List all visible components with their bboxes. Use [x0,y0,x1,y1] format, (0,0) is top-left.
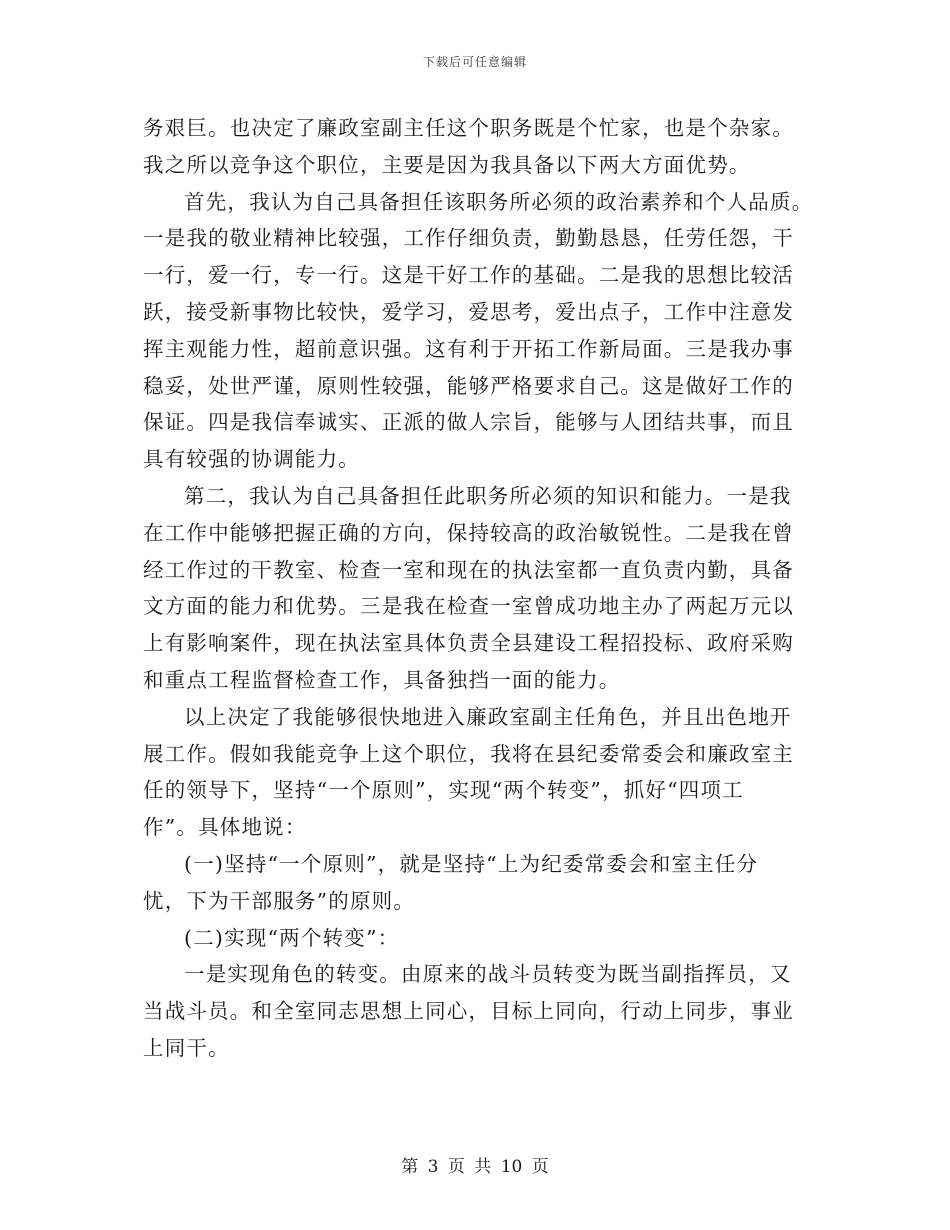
text-line: 忧，下为干部服务”的原则。 [143,888,416,913]
text-line: 文方面的能力和优势。三是我在检查一室曾成功地主办了两起万元以 [143,594,794,619]
text-line: 在工作中能够把握正确的方向，保持较高的政治敏锐性。二是我在曾 [143,520,794,545]
text-line: 具有较强的协调能力。 [143,447,360,472]
text-line: 务艰巨。也决定了廉政室副主任这个职务既是个忙家，也是个杂家。 [143,116,794,140]
text-line: 稳妥，处世严谨，原则性较强，能够严格要求自己。这是做好工作的 [143,373,794,398]
paragraph-start-line: 以上决定了我能够很快地进入廉政室副主任角色，并且出色地开 [184,704,792,729]
document-body [143,110,813,1067]
text-line: 展工作。假如我能竞争上这个职位，我将在县纪委常委会和廉政室主 [143,741,794,766]
paragraph-start-line: 一是实现角色的转变。由原来的战斗员转变为既当副指挥员，又 [184,962,792,987]
text-line: 任的领导下，坚持“一个原则”，实现“两个转变”，抓好“四项工 [143,778,744,803]
text-line: 挥主观能力性，超前意识强。这有利于开拓工作新局面。三是我办事 [143,336,794,361]
text-line: 作”。具体地说： [143,815,307,840]
page-header-note: 下载后可任意编辑 [422,55,527,69]
text-line: 我之所以竞争这个职位，主要是因为我具备以下两大方面优势。 [143,152,751,177]
page-number: 第 3 页 共 10 页 [401,1157,549,1177]
text-line: 一行，爱一行，专一行。这是干好工作的基础。二是我的思想比较活 [143,263,794,288]
text-line: 上有影响案件，现在执法室具体负责全县建设工程招投标、政府采购 [143,631,794,656]
text-line: 保证。四是我信奉诚实、正派的做人宗旨，能够与人团结共事，而且 [143,410,794,435]
text-line: 当战斗员。和全室同志思想上同心，目标上同向，行动上同步，事业 [143,999,794,1024]
paragraph-start-line: (二)实现“两个转变”： [184,925,400,950]
text-line: 一是我的敬业精神比较强，工作仔细负责，勤勤恳恳，任劳任怨，干 [143,226,794,251]
text-line: 和重点工程监督检查工作，具备独挡一面的能力。 [143,667,621,692]
paragraph-start-line: 首先，我认为自己具备担任该职务所必须的政治素养和个人品质。 [184,189,814,214]
text-line: 上同干。 [143,1035,230,1060]
paragraph-start-line: 第二，我认为自己具备担任此职务所必须的知识和能力。一是我 [184,483,792,508]
text-line: 跃，接受新事物比较快，爱学习，爱思考，爱出点子，工作中注意发 [143,299,794,324]
paragraph-start-line: (一)坚持“一个原则”，就是坚持“上为纪委常委会和室主任分 [184,851,759,876]
text-line: 经工作过的干教室、检查一室和现在的执法室都一直负责内勤，具备 [143,557,794,582]
